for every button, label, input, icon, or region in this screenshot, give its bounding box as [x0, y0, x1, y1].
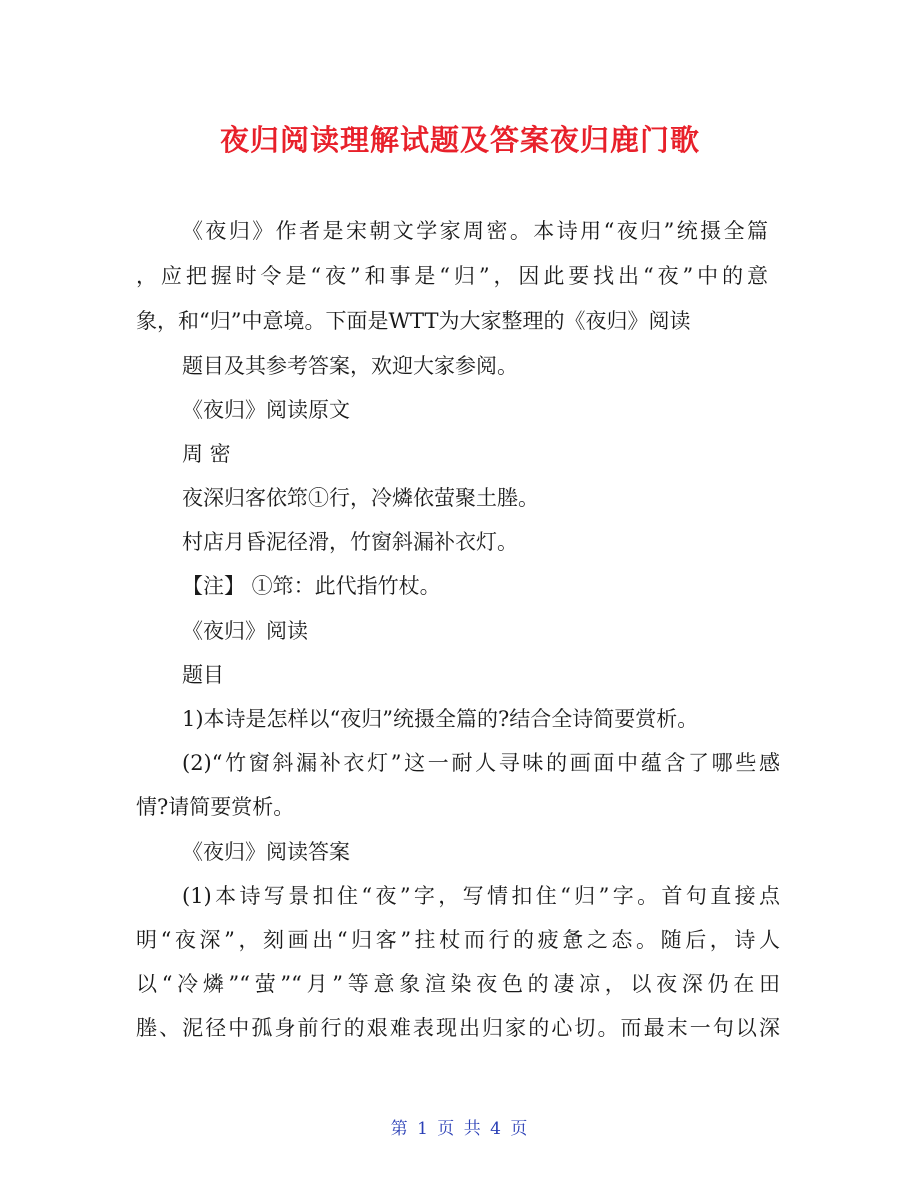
- document-title: 夜归阅读理解试题及答案夜归鹿门歌: [219, 123, 700, 157]
- text-line: 以“冷燐”“萤”“月”等意象渲染夜色的凄凉，以夜深仍在田: [136, 972, 780, 996]
- text-line: (1)本诗写景扣住“夜”字，写情扣住“归”字。首句直接点: [182, 884, 780, 908]
- text-line: 题目: [182, 663, 224, 687]
- text-line: 1)本诗是怎样以“夜归”统摄全篇的?结合全诗简要赏析。: [182, 707, 699, 731]
- text-line: 情?请简要赏析。: [136, 795, 295, 819]
- page-number-footer: 第 1 页 共 4 页: [390, 1119, 530, 1139]
- text-line: 《夜归》阅读答案: [182, 840, 350, 864]
- text-line: 《夜归》阅读原文: [182, 398, 350, 422]
- text-line: 《夜归》作者是宋朝文学家周密。本诗用“夜归”统摄全篇: [182, 219, 768, 243]
- text-line: 《夜归》阅读: [182, 619, 308, 643]
- text-line: 村店月昏泥径滑，竹窗斜漏补衣灯。: [182, 530, 518, 554]
- text-line: 夜深归客依筇①行，冷燐依萤聚土塍。: [182, 486, 539, 510]
- text-line: (2)“竹窗斜漏补衣灯”这一耐人寻味的画面中蕴含了哪些感: [182, 751, 780, 775]
- text-line: 【注】 ①筇：此代指竹杖。: [182, 574, 441, 598]
- text-line: ，应把握时令是“夜”和事是“归”，因此要找出“夜”中的意: [136, 264, 768, 288]
- text-line: 题目及其参考答案，欢迎大家参阅。: [182, 354, 518, 378]
- text-line: 象，和“归”中意境。下面是WTT为大家整理的《夜归》阅读: [136, 309, 691, 333]
- text-line: 塍、泥径中孤身前行的艰难表现出归家的心切。而最末一句以深: [136, 1016, 780, 1040]
- text-line: 明“夜深”，刻画出“归客”拄杖而行的疲惫之态。随后，诗人: [136, 928, 780, 952]
- text-line: 周 密: [182, 442, 231, 466]
